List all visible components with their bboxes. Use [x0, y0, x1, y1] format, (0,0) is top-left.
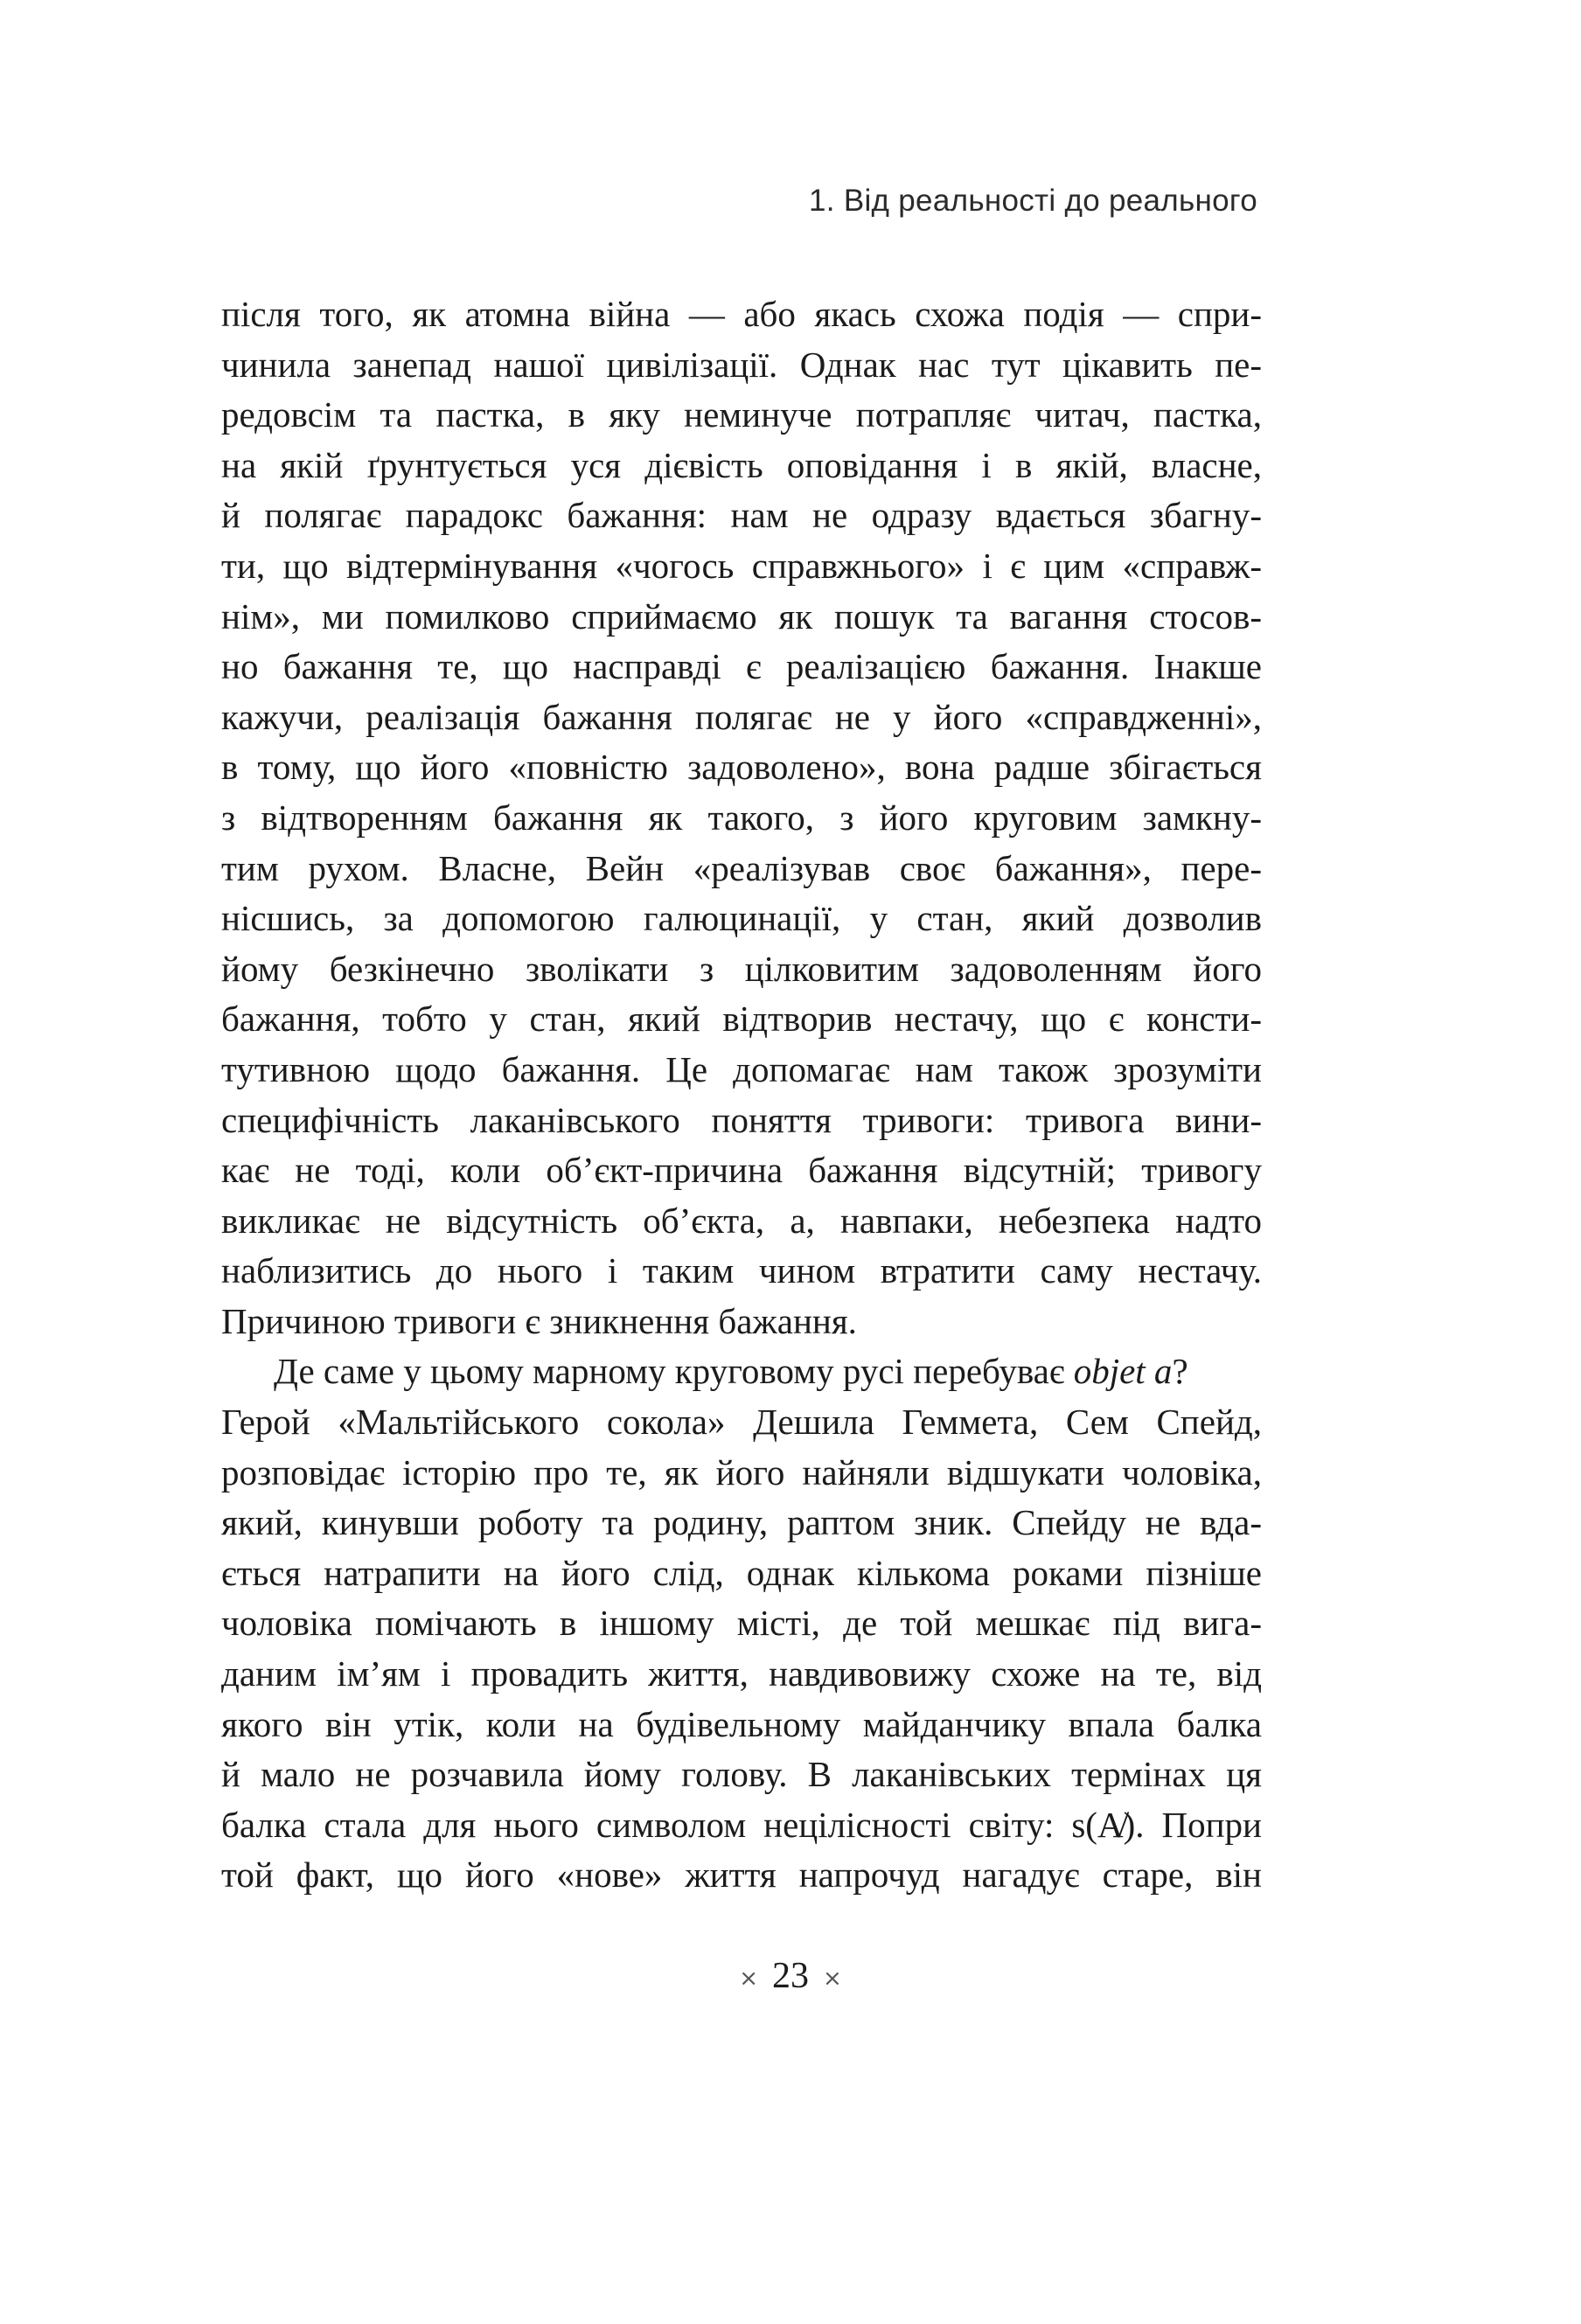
folio-ornament-left: ×: [739, 1966, 758, 1993]
text-line-content: тим рухом. Власне, Вейн «реалізував своє бажання», пере-: [221, 847, 1262, 888]
text-line-content: нісшись, за допомогою галюцинації, у стан, який дозволив: [221, 898, 1262, 939]
text-line: [221, 1649, 1262, 1700]
text-line-content: й мало не розчавила йому голову. В лаканівських термінах ця: [221, 1754, 1262, 1795]
text-line-content: даним ім’ям і провадить життя, навдивовижу схоже на те, від: [221, 1653, 1262, 1694]
text-line-content: но бажання те, що насправді є реалізацією бажання. Інакше: [221, 646, 1262, 687]
text-line: [221, 642, 1262, 692]
text-line-tail: ?: [1172, 1351, 1188, 1392]
text-line-content: кажучи, реалізація бажання полягає не у його «справдженні»,: [221, 696, 1262, 737]
italic-term: objet a: [1073, 1351, 1173, 1392]
text-line: [221, 1498, 1262, 1548]
text-line-content: бажання, тобто у стан, який відтворив нестачу, що є консти-: [221, 998, 1262, 1040]
text-line: [221, 894, 1262, 944]
text-line-content: ти, що відтермінування «чогось справжнього» і є цим «справж-: [221, 545, 1262, 586]
text-line-content: розповідає історію про те, як його найняли відшукати чоловіка,: [221, 1451, 1262, 1493]
text-line: [221, 1598, 1262, 1649]
text-line: [221, 592, 1262, 643]
text-line-content: якого він утік, коли на будівельному майданчику впала балка: [221, 1703, 1262, 1744]
text-line-content: тутивною щодо бажання. Це допомагає нам також зрозуміти: [221, 1048, 1262, 1089]
text-line: [221, 692, 1262, 743]
text-line-content: кає не тоді, коли об’єкт-причина бажання відсутній; тривогу: [221, 1150, 1262, 1191]
text-line-content: нім», ми помилково сприймаємо як пошук та вагання стосов-: [221, 595, 1262, 637]
page-folio: [0, 1955, 1581, 1997]
text-line: [221, 1196, 1262, 1247]
text-line: [221, 1246, 1262, 1297]
text-line-content: в тому, що його «повністю задоволено», вона радше збігається: [221, 747, 1262, 788]
text-line: [221, 1397, 1262, 1448]
text-line-content: після того, як атомна війна — або якась схожа подія — спри-: [221, 294, 1262, 334]
text-line-content: йому безкінечно зволікати з цілковитим задоволенням його: [221, 948, 1262, 989]
text-line-content: Герой «Мальтійського сокола» Дешила Геммета, Сем Спейд,: [221, 1402, 1262, 1443]
body-text: [221, 289, 1262, 1901]
text-line: [221, 994, 1262, 1045]
text-line: [221, 289, 1262, 340]
folio-ornament-right: ×: [823, 1966, 842, 1993]
text-line: [221, 541, 1262, 592]
text-line: [221, 742, 1262, 793]
text-line: [221, 1448, 1262, 1499]
text-line-content: специфічність лаканівського поняття тривоги: тривога вини-: [221, 1099, 1262, 1140]
text-line-content: балка стала для нього символом нецілісності світу: s(A̸). Попри: [221, 1804, 1262, 1845]
text-line: [221, 1850, 1262, 1901]
text-line: [221, 1045, 1262, 1096]
text-line-content: викликає не відсутність об’єкта, а, навпаки, небезпека надто: [221, 1200, 1262, 1241]
text-line: [221, 1750, 1262, 1800]
text-line-content: той факт, що його «нове» життя напрочуд нагадує старе, він: [221, 1854, 1262, 1896]
text-line: [221, 1145, 1262, 1196]
text-line: [221, 1548, 1262, 1599]
text-line: [221, 793, 1262, 844]
text-line: [221, 944, 1262, 995]
text-line-content: на якій ґрунтується уся дієвість оповідання і в якій, власне,: [221, 444, 1262, 485]
text-line: [221, 441, 1262, 491]
text-line: [221, 491, 1262, 541]
text-line-content: ється натрапити на його слід, однак кількома роками пізніше: [221, 1552, 1262, 1593]
text-line: [221, 1700, 1262, 1750]
text-line-content: який, кинувши роботу та родину, раптом зник. Спейду не вда-: [221, 1502, 1262, 1543]
running-head: 1. Від реальності до реального: [809, 184, 1257, 218]
text-line-content: редовсім та пастка, в яку неминуче потрапляє читач, пастка,: [221, 394, 1262, 435]
text-line: [221, 390, 1262, 441]
text-line-content: й полягає парадокс бажання: нам не одразу вдається збагну-: [221, 495, 1262, 536]
text-line-content: Причиною тривоги є зникнення бажання.: [221, 1300, 857, 1341]
text-line: [221, 1297, 1262, 1347]
text-line-content: Де саме у цьому марному круговому русі перебуває: [274, 1351, 1074, 1392]
text-line-content: наблизитись до нього і таким чином втратити саму нестачу.: [221, 1250, 1262, 1291]
page-number: 23: [772, 1956, 809, 1996]
text-line: [221, 1096, 1262, 1146]
text-line-content: чинила занепад нашої цивілізації. Однак нас тут цікавить пе-: [221, 344, 1262, 385]
text-line: [221, 1346, 1262, 1397]
text-line: [221, 1800, 1262, 1851]
text-line: [221, 844, 1262, 894]
text-line-content: з відтворенням бажання як такого, з його круговим замкну-: [221, 797, 1262, 838]
text-line: [221, 340, 1262, 391]
text-line-content: чоловіка помічають в іншому місті, де той мешкає під вига-: [221, 1603, 1262, 1644]
